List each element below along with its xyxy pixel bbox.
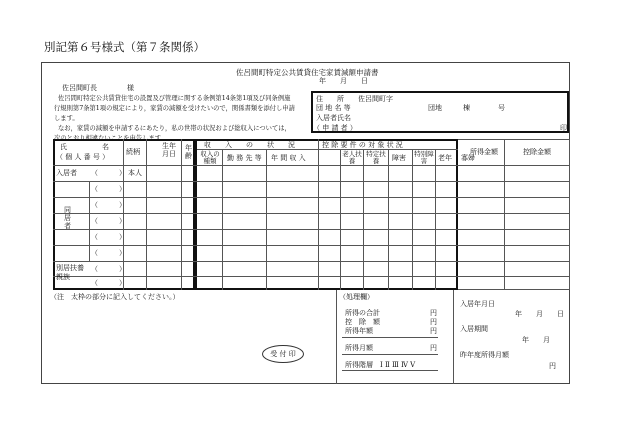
intro-line-4: なお，家賃の減額を申請するにあたり，私の世帯の状況および総収入については， bbox=[58, 125, 291, 132]
row-resident-label: 入居者 bbox=[56, 169, 77, 177]
special-disability-header: 特別障害 bbox=[414, 150, 434, 165]
honorific: 様 bbox=[127, 84, 134, 92]
age-header: 年齢 bbox=[185, 144, 192, 160]
addressee: 佐呂間町長 bbox=[62, 84, 97, 92]
relation-header: 続柄 bbox=[126, 148, 140, 156]
move-in-date-label: 入居年月日 bbox=[460, 300, 495, 308]
income-amount-header: 所得金額 bbox=[470, 148, 498, 156]
birth-date-header: 生年月日 bbox=[162, 142, 176, 158]
name-column-header: 氏 名 bbox=[60, 143, 109, 151]
intro-line-3: します。 bbox=[54, 115, 79, 122]
address-field[interactable]: 佐呂間町字 bbox=[358, 95, 393, 103]
address-label: 住 所 bbox=[316, 95, 344, 103]
seal-mark: 印 bbox=[560, 124, 567, 132]
disability-header: 障害 bbox=[392, 154, 406, 162]
employer-header: 勤 務 先 等 bbox=[227, 154, 262, 162]
date-line: 年 月 日 bbox=[319, 77, 368, 85]
row-cohabitant-label: 同居者 bbox=[64, 206, 71, 230]
personal-number-field[interactable]: （ ） bbox=[91, 265, 126, 273]
monthly-income-label: 所得月額 bbox=[345, 344, 373, 352]
intro-line-1: 佐呂間町特定公共賃貸住宅の設置及び管理に関する条例第14条第1項及び同条例施 bbox=[58, 95, 291, 102]
unit-label: 団 地 名 等 bbox=[316, 104, 351, 112]
deduction-status-header: 控 除 要 件 の 対 象 状 況 bbox=[322, 141, 403, 149]
resident-name-label: 入居者氏名 bbox=[316, 114, 351, 122]
form-number-label: 別記第６号様式（第７条関係） bbox=[44, 40, 205, 54]
yen-unit: 円 bbox=[430, 318, 437, 326]
self-relation: 本人 bbox=[128, 169, 142, 177]
income-status-header: 収 入 の 状 況 bbox=[204, 141, 295, 149]
income-bracket-label: 所得階層 Ⅰ Ⅱ Ⅲ Ⅳ Ⅴ bbox=[345, 361, 416, 369]
yen-unit: 円 bbox=[549, 362, 556, 370]
personal-number-header: （ 個 人 番 号 ） bbox=[56, 153, 110, 161]
personal-number-field[interactable]: （ ） bbox=[91, 249, 126, 257]
widow-header: 寡婦 bbox=[461, 154, 475, 162]
reception-stamp: 受 付 印 bbox=[262, 345, 304, 363]
annual-income-label: 所得年額 bbox=[345, 327, 373, 335]
annual-income-header: 年 間 収 入 bbox=[271, 154, 306, 162]
personal-number-field[interactable]: （ ） bbox=[91, 279, 126, 287]
applicant-label: （ 申 請 者 ） bbox=[313, 124, 357, 132]
processing-title: （処理欄） bbox=[339, 293, 374, 301]
senior-header: 老年 bbox=[438, 154, 452, 162]
residence-period-label: 入居期間 bbox=[460, 325, 488, 333]
move-in-date-format: 年 月 日 bbox=[515, 310, 564, 318]
elderly-dependent-header: 老人扶養 bbox=[342, 150, 362, 165]
intro-line-5: 次のとおり相違ないことを申告します。 bbox=[54, 135, 167, 142]
personal-number-field[interactable]: （ ） bbox=[91, 201, 126, 209]
yen-unit: 円 bbox=[430, 309, 437, 317]
footnote: （注 太枠の部分に記入してください。） bbox=[50, 293, 180, 301]
residence-period-format: 年 月 bbox=[522, 336, 550, 344]
personal-number-field[interactable]: （ ） bbox=[91, 233, 126, 241]
income-total-label: 所得の合計 bbox=[345, 309, 380, 317]
intro-line-2: 行規則第7条第1項の規定により，家賃の減額を受けたいので，関係書類を添付し申請 bbox=[54, 105, 295, 112]
deduction-label: 控 除 額 bbox=[345, 318, 380, 326]
last-year-income-label: 昨年度所得月額 bbox=[460, 351, 509, 359]
form-title: 佐呂間町特定公共賃貸住宅家賃減額申請書 bbox=[236, 68, 379, 77]
deduction-amount-header: 控除金額 bbox=[523, 148, 551, 156]
row-separate-dependent-label: 別居扶養親族 bbox=[56, 264, 84, 281]
yen-unit: 円 bbox=[430, 344, 437, 352]
specific-dependent-header: 特定扶養 bbox=[366, 150, 386, 165]
personal-number-field[interactable]: （ ） bbox=[91, 169, 126, 177]
unit-field[interactable]: 団地 棟 号 bbox=[428, 104, 505, 112]
personal-number-field[interactable]: （ ） bbox=[91, 185, 126, 193]
income-type-header: 収入の種類 bbox=[200, 150, 220, 165]
personal-number-field[interactable]: （ ） bbox=[91, 217, 126, 225]
yen-unit: 円 bbox=[430, 327, 437, 335]
